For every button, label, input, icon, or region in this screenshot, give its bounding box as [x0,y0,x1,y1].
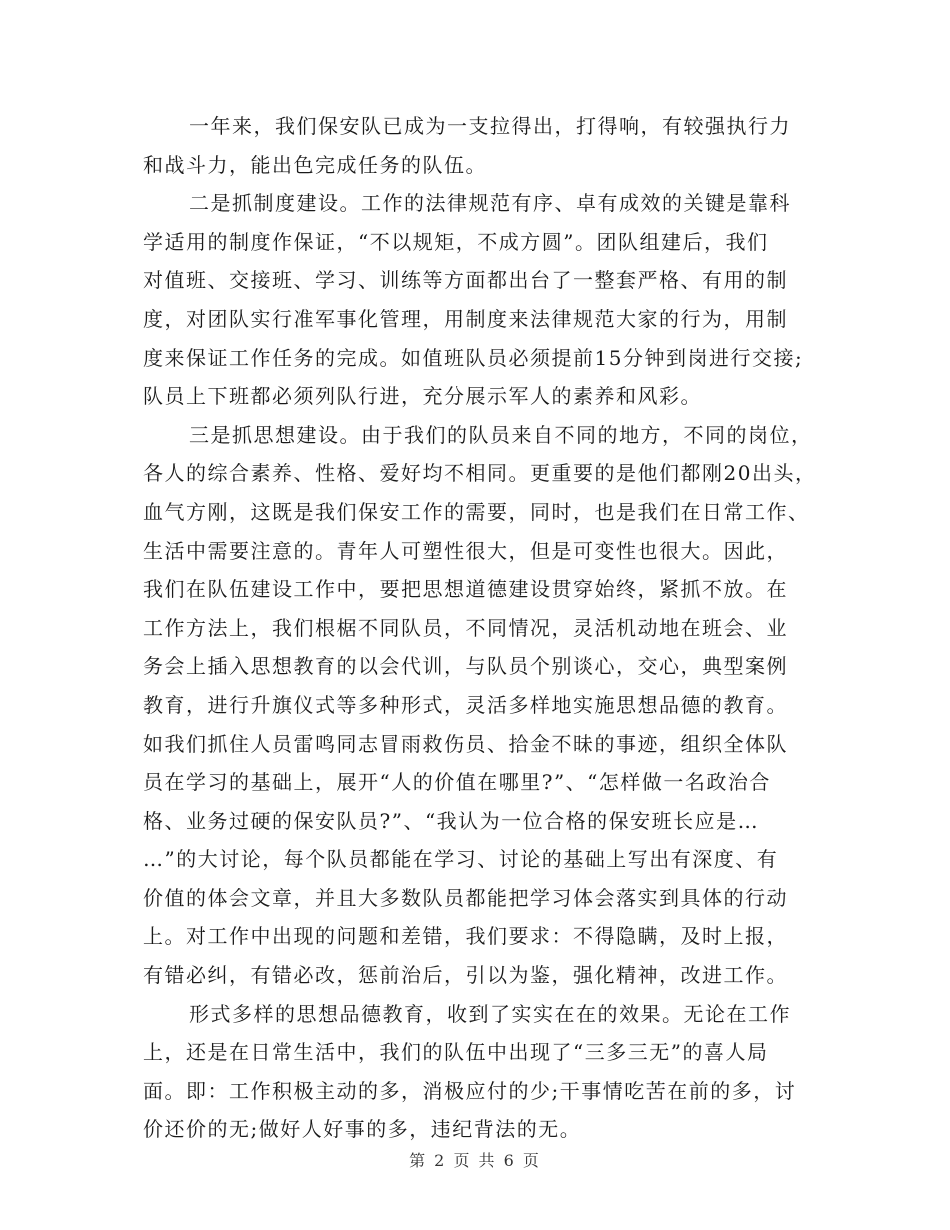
text-line: …”的大讨论，每个队员都能在学习、讨论的基础上写出有深度、有 [143,847,779,872]
text-line: 三是抓思想建设。由于我们的队员来自不同的地方，不同的岗位， [189,422,813,447]
text-line: 和战斗力，能出色完成任务的队伍。 [143,152,487,177]
text-line: 对值班、交接班、学习、训练等方面都出台了一整套严格、有用的制 [143,268,788,293]
text-line: 有错必纠，有错必改，惩前治后，引以为鉴，强化精神，改进工作。 [143,963,788,988]
text-line: 教育，进行升旗仪式等多种形式，灵活多样地实施思想品德的教育。 [143,692,788,717]
text-line: 一年来，我们保安队已成为一支拉得出，打得响，有较强执行力 [189,114,791,138]
text-line: 工作方法上，我们根椐不同队员，不同情况，灵活机动地在班会、业 [143,615,788,640]
text-line: 面。即：工作积极主动的多，消极应付的少;干事情吃苦在前的多，讨 [143,1078,797,1103]
document-body [143,107,815,1149]
text-line: 务会上插入思想教育的以会代训，与队员个别谈心，交心，典型案例 [143,654,788,679]
text-line: 价值的体会文章，并且大多数队员都能把学习体会落实到具体的行动 [143,885,788,910]
text-line: 形式多样的思想品德教育，收到了实实在在的效果。无论在工作 [189,1001,791,1026]
text-line: 度，对团队实行准军事化管理，用制度来法律规范大家的行为，用制 [143,306,788,331]
text-line: 如我们抓住人员雷鸣同志冒雨救伤员、拾金不昧的事迹，组织全体队 [143,731,788,756]
text-line: 学适用的制度作保证，“不以规矩，不成方圆”。团队组建后，我们 [143,229,769,254]
text-line: 血气方刚，这既是我们保安工作的需要，同时，也是我们在日常工作、 [143,499,810,524]
text-line: 队员上下班都必须列队行进，充分展示军人的素养和风彩。 [143,384,702,409]
text-line: 生活中需要注意的。青年人可塑性很大，但是可变性也很大。因此， [143,538,788,563]
text-line: 员在学习的基础上，展开“人的价值在哪里?”、“怎样做一名政治合 [143,770,771,795]
text-line: 各人的综合素养、性格、爱好均不相同。更重要的是他们都刚20出头， [143,461,817,486]
text-line: 我们在队伍建设工作中，要把思想道德建设贯穿始终，紧抓不放。在 [143,577,788,602]
text-line: 二是抓制度建设。工作的法律规范有序、卓有成效的关键是靠科 [189,191,791,216]
text-line: 格、业务过硬的保安队员?”、“我认为一位合格的保安班长应是… [143,808,760,833]
text-line: 价还价的无;做好人好事的多，违纪背法的无。 [143,1117,582,1142]
text-line: 度来保证工作任务的完成。如值班队员必须提前15分钟到岗进行交接; [143,345,804,370]
text-line: 上，还是在日常生活中，我们的队伍中出现了“三多三无”的喜人局 [143,1040,769,1065]
text-line: 上。对工作中出现的问题和差错，我们要求：不得隐瞒，及时上报， [143,924,788,949]
page-number-footer: 第 2 页 共 6 页 [409,1151,541,1170]
